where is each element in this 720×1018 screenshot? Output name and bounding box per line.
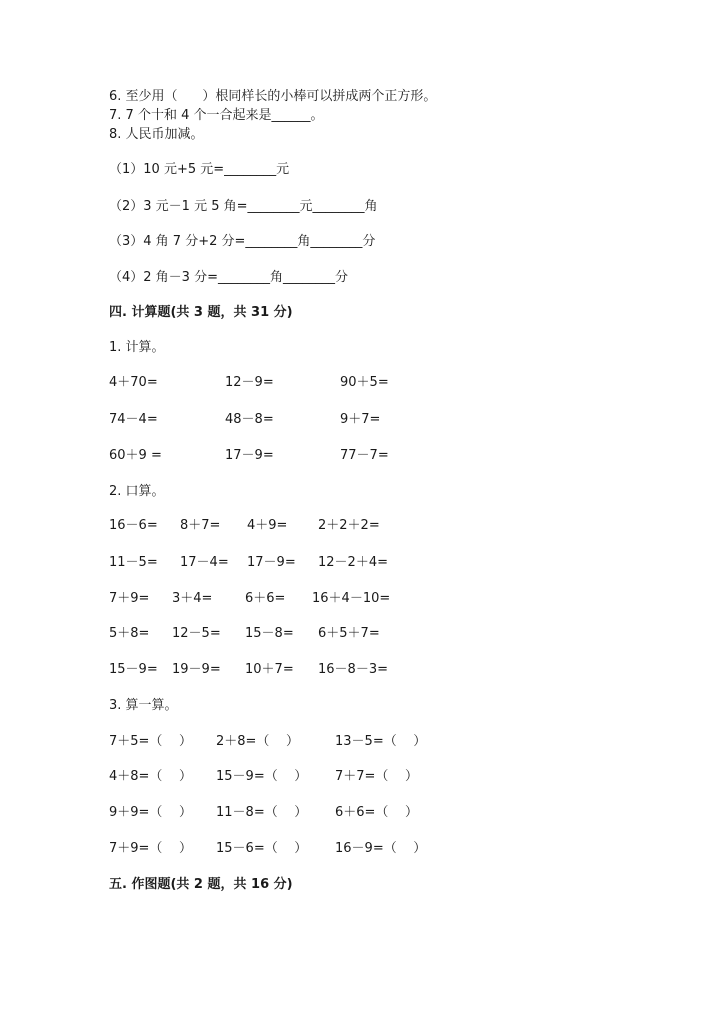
q2-expr: 10＋7=	[245, 662, 294, 677]
q2-title: 2. 口算。	[109, 484, 165, 499]
q3-title: 3. 算一算。	[109, 698, 178, 713]
question-6: 6. 至少用（ ）根同样长的小棒可以拼成两个正方形。	[109, 89, 437, 104]
q3-expr: 9＋9=（ ）	[109, 805, 192, 820]
section-4-title: 四. 计算题(共 3 题，共 31 分)	[109, 305, 293, 320]
q1-expr: 17－9=	[225, 448, 274, 463]
money-item-1: （1）10 元+5 元=________元	[109, 162, 290, 177]
q2-expr: 11－5=	[109, 555, 158, 570]
q1-expr: 4＋70=	[109, 375, 158, 390]
q2-expr: 17－4=	[180, 555, 229, 570]
question-8: 8. 人民币加减。	[109, 127, 204, 142]
q1-expr: 9＋7=	[340, 412, 381, 427]
q2-expr: 6＋5＋7=	[318, 626, 380, 641]
q3-expr: 15－9=（ ）	[216, 769, 308, 784]
q1-expr: 48－8=	[225, 412, 274, 427]
q2-row	[0, 555, 720, 571]
q3-expr: 13－5=（ ）	[335, 734, 427, 749]
q3-expr: 7＋7=（ ）	[335, 769, 418, 784]
q2-row	[0, 626, 720, 642]
q3-expr: 16－9=（ ）	[335, 841, 427, 856]
q1-expr: 77－7=	[340, 448, 389, 463]
q1-expr: 12－9=	[225, 375, 274, 390]
q2-expr: 12－2＋4=	[318, 555, 388, 570]
q2-expr: 2＋2＋2=	[318, 518, 380, 533]
q2-expr: 7＋9=	[109, 591, 150, 606]
q3-expr: 6＋6=（ ）	[335, 805, 418, 820]
money-item-4: （4）2 角－3 分=________角________分	[109, 270, 348, 285]
q3-expr: 2＋8=（ ）	[216, 734, 299, 749]
q1-row	[0, 412, 720, 428]
q2-expr: 5＋8=	[109, 626, 150, 641]
section-5-title: 五. 作图题(共 2 题，共 16 分)	[109, 877, 293, 892]
q1-row	[0, 375, 720, 391]
q3-row	[0, 841, 720, 857]
q2-expr: 4＋9=	[247, 518, 288, 533]
q2-expr: 17－9=	[247, 555, 296, 570]
q2-row	[0, 591, 720, 607]
q2-row	[0, 518, 720, 534]
q2-row	[0, 662, 720, 678]
q1-expr: 90＋5=	[340, 375, 389, 390]
q3-row	[0, 734, 720, 750]
q2-expr: 12－5=	[172, 626, 221, 641]
q3-expr: 7＋5=（ ）	[109, 734, 192, 749]
q1-title: 1. 计算。	[109, 340, 165, 355]
q2-expr: 15－8=	[245, 626, 294, 641]
question-7: 7. 7 个十和 4 个一合起来是______。	[109, 108, 324, 123]
q3-row	[0, 769, 720, 785]
q2-expr: 16－6=	[109, 518, 158, 533]
q2-expr: 3＋4=	[172, 591, 213, 606]
money-item-2: （2）3 元－1 元 5 角=________元________角	[109, 199, 378, 214]
q1-row	[0, 448, 720, 464]
q3-expr: 15－6=（ ）	[216, 841, 308, 856]
q2-expr: 6＋6=	[245, 591, 286, 606]
q2-expr: 19－9=	[172, 662, 221, 677]
q2-expr: 16－8－3=	[318, 662, 388, 677]
q1-expr: 74－4=	[109, 412, 158, 427]
money-item-3: （3）4 角 7 分+2 分=________角________分	[109, 234, 376, 249]
q1-expr: 60＋9 =	[109, 448, 162, 463]
q3-expr: 11－8=（ ）	[216, 805, 308, 820]
q2-expr: 15－9=	[109, 662, 158, 677]
q2-expr: 16＋4－10=	[312, 591, 391, 606]
q3-row	[0, 805, 720, 821]
q3-expr: 7＋9=（ ）	[109, 841, 192, 856]
q2-expr: 8＋7=	[180, 518, 221, 533]
q3-expr: 4＋8=（ ）	[109, 769, 192, 784]
